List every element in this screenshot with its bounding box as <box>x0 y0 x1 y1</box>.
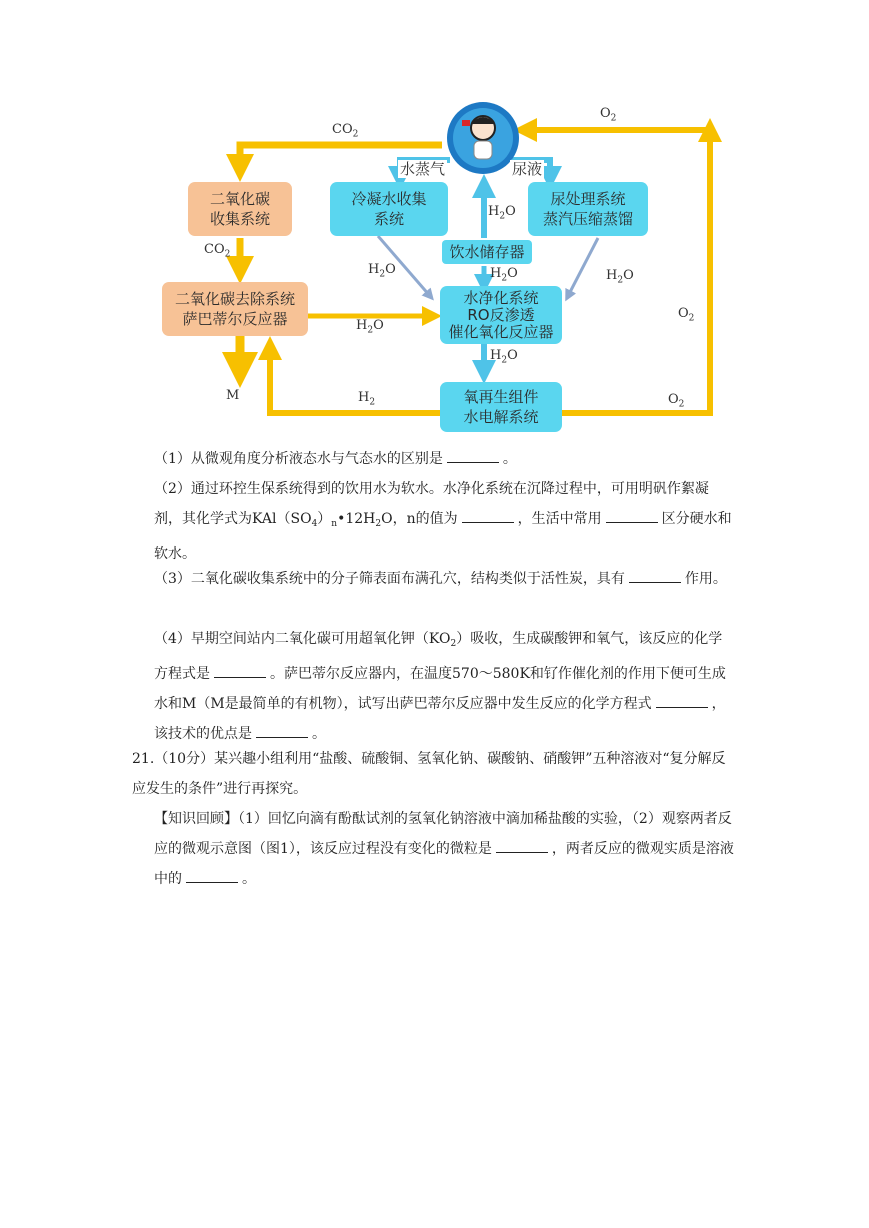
h2o-up-label: $H_2O$ <box>488 204 516 222</box>
h2o-horizontal-label: $H_2O$ <box>356 318 384 336</box>
answer-blank[interactable] <box>447 461 499 463</box>
astronaut-icon <box>447 102 519 174</box>
storage-label: 饮水储存器 <box>449 243 525 261</box>
co2-remove-box <box>162 282 308 336</box>
o2-bottom-label: $O_2$ <box>668 392 685 410</box>
answer-blank[interactable] <box>606 521 658 523</box>
co2-collect-label: 二氧化碳 收集系统 <box>209 190 270 228</box>
condense-box <box>330 182 448 236</box>
h2o-storage-label: $H_2O$ <box>490 266 518 284</box>
purify-label: 水净化系统 RO反渗透 催化氧化反应器 <box>448 288 554 341</box>
h2o-left-diag-label: $H_2O$ <box>368 262 396 280</box>
h2-label: $H_2$ <box>358 390 376 408</box>
question-3: （3）二氧化碳收集系统中的分子筛表面布满孔穴，结构类似于活性炭，具有 作用。 <box>154 571 727 587</box>
answer-blank[interactable] <box>256 736 308 738</box>
purify-box <box>440 286 562 344</box>
urine-liquid-label: 尿液 <box>512 160 543 178</box>
condense-label: 冷凝水收集 系统 <box>351 190 427 228</box>
oxygen-box <box>440 382 562 432</box>
water-vapor-label: 水蒸气 <box>400 160 446 178</box>
storage-box <box>442 240 532 264</box>
knowledge-review: 【知识回顾】（1）回忆向滴有酚酞试剂的氢氧化钠溶液中滴加稀盐酸的实验，（2）观察两者反应的微观示意图（图1），该反应过程没有变化的微粒是 ，两者反应的微观实质是溶液中的 。 <box>154 811 734 887</box>
h2-arrow <box>270 348 442 413</box>
answer-blank[interactable] <box>186 881 238 883</box>
question-1: （1）从微观角度分析液态水与气态水的区别是 。 <box>154 451 517 467</box>
question-2: （2）通过环控生保系统得到的饮用水为软水。水净化系统在沉降过程中，可用明矾作絮凝剂，其化学式为$KAl(SO_4)_n•12H_2O$，n的值为 ，生活中常用 区分硬水和软水。 <box>154 481 732 562</box>
answer-blank[interactable] <box>462 521 514 523</box>
life-support-diagram <box>150 98 730 443</box>
co2-mid-label: $CO_2$ <box>204 242 231 260</box>
o2-arrow-loop <box>562 130 710 413</box>
answer-blank[interactable] <box>214 676 266 678</box>
o2-right-label: $O_2$ <box>678 306 695 324</box>
oxygen-label: 氧再生组件 水电解系统 <box>463 388 539 426</box>
urine-label: 尿处理系统 蒸汽压缩蒸馏 <box>542 190 633 228</box>
question-21: 21.（10分）某兴趣小组利用“盐酸、硫酸铜、氢氧化钠、碳酸钠、硝酸钾”五种溶液对“复分解反应发生的条件”进行再探究。 <box>132 751 726 797</box>
question-4: （4）早期空间站内二氧化碳可用超氧化钾$(KO_2)$吸收，生成碳酸钾和氧气，该反应的化学方程式是 。萨巴蒂尔反应器内，在温度570～580K和钌作催化剂的作用下便可生成水和M（M是最简单的有机物），试写出萨巴蒂尔反应器中发生反应的化学方程式 ，该技术的优点是 。 <box>154 631 726 742</box>
h2o-down-label: $H_2O$ <box>490 348 518 366</box>
o2-top-label: $O_2$ <box>600 106 617 124</box>
co2-top-label: $CO_2$ <box>332 122 359 140</box>
answer-blank[interactable] <box>629 581 681 583</box>
h2o-right-diag-label: $H_2O$ <box>606 268 634 286</box>
urine-box <box>528 182 648 236</box>
h2o-right-diag-arrow <box>568 238 598 296</box>
m-label: M <box>226 388 240 403</box>
co2-collect-box <box>188 182 292 236</box>
answer-blank[interactable] <box>496 851 548 853</box>
co2-remove-label: 二氧化碳去除系统 萨巴蒂尔反应器 <box>174 290 295 328</box>
answer-blank[interactable] <box>656 706 708 708</box>
